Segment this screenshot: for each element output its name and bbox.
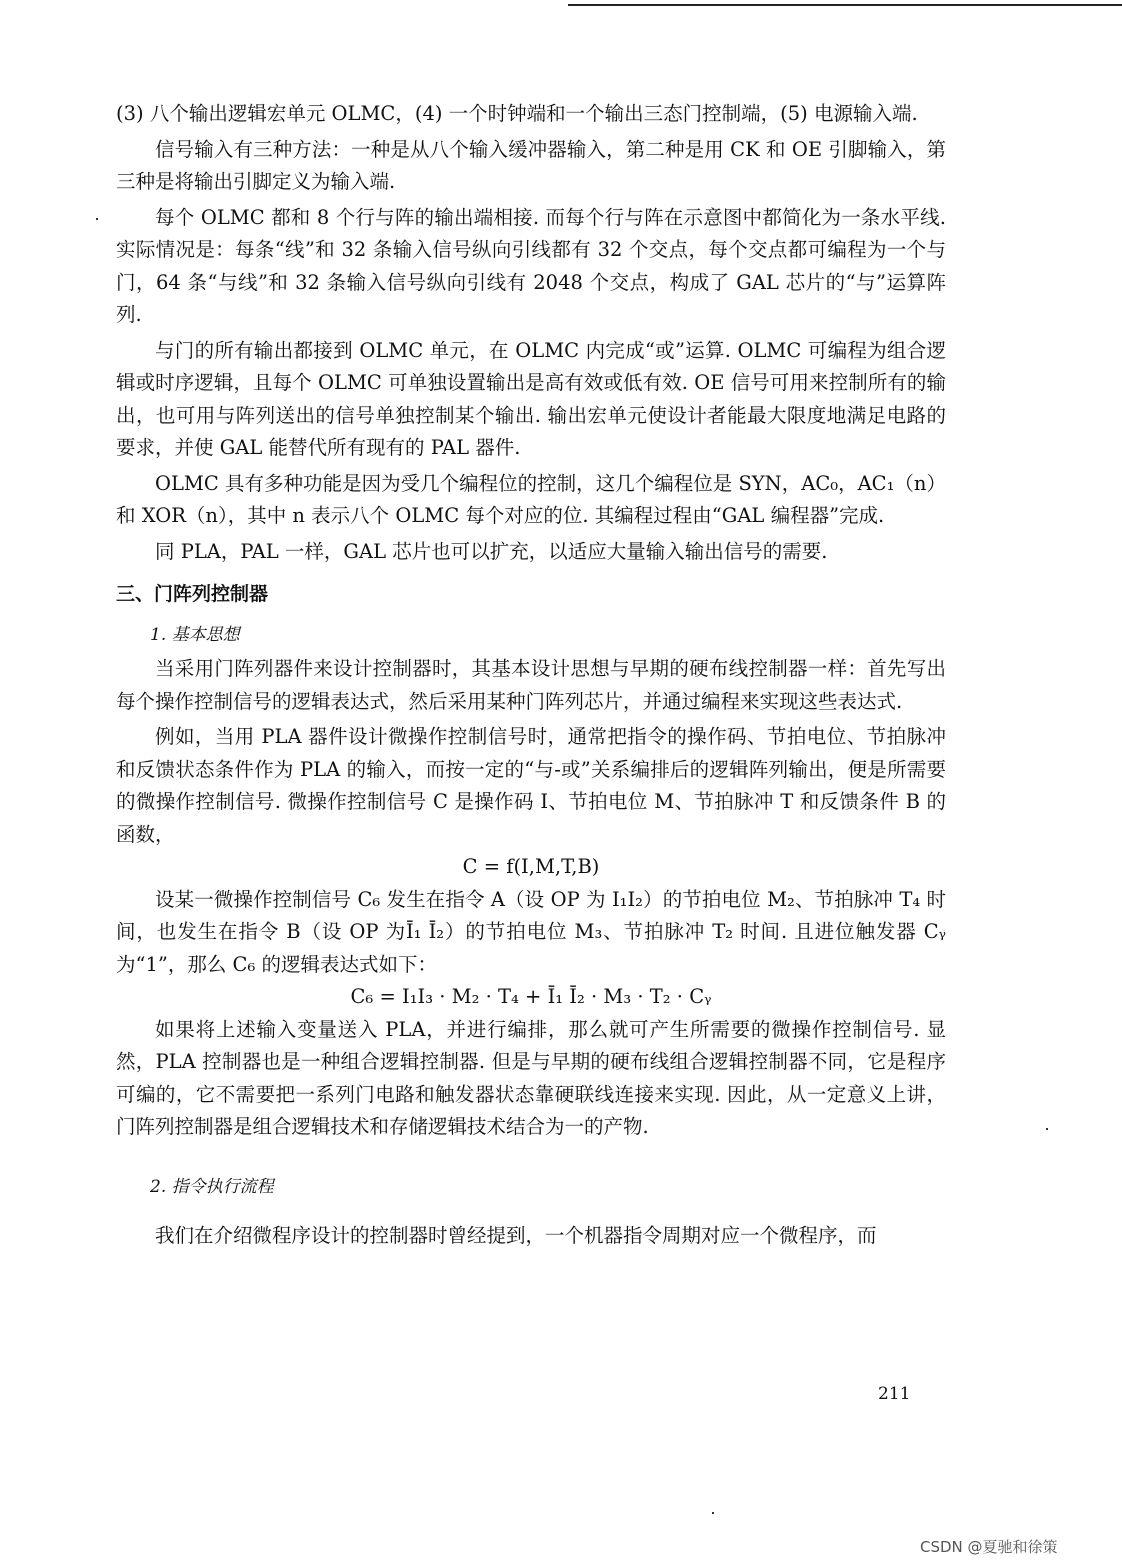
formula-c-function: C = f(I,M,T,B) — [462, 855, 600, 878]
scan-speck — [96, 218, 98, 220]
section-heading: 三、门阵列控制器 — [116, 583, 269, 605]
page-body — [116, 98, 946, 1252]
paragraph: 如果将上述输入变量送入 PLA，并进行编排，那么就可产生所需要的微操作控制信号. 显然，PLA 控制器也是一种组合逻辑控制器. 但是与早期的硬布线组合逻辑控制器不同，它是程序可编的，它不需要把一系列门电路和触发器状态靠硬联线连接来实现. 因此，从一定意义上讲，门阵列控制器是组合逻辑技术和存储逻辑技术结合为一的产物. — [116, 1017, 946, 1138]
paragraph: 与门的所有输出都接到 OLMC 单元，在 OLMC 内完成“或”运算. OLMC 可编程为组合逻辑或时序逻辑，且每个 OLMC 可单独设置输出是高有效或低有效. OE 信号可用来控制所有的输出，也可用与阵列送出的信号单独控制某个输出. 输出宏单元使设计者能最大限度地满足电路的要求，并使 GAL 能替代所有现有的 PAL 器件. — [116, 338, 946, 459]
paragraph: 例如，当用 PLA 器件设计微操作控制信号时，通常把指令的操作码、节拍电位、节拍脉冲和反馈状态条件作为 PLA 的输入，而按一定的“与-或”关系编排后的逻辑阵列输出，便是所需要的微操作控制信号. 微操作控制信号 C 是操作码 I、节拍电位 M、节拍脉冲 T 和反馈条件 B 的函数， — [116, 725, 946, 846]
paragraph: 我们在介绍微程序设计的控制器时曾经提到，一个机器指令周期对应一个微程序，而 — [155, 1223, 877, 1247]
subheading-basic-idea: 1. 基本思想 — [150, 625, 240, 645]
watermark: CSDN @夏驰和徐策 — [920, 1538, 1058, 1556]
paragraph: 每个 OLMC 都和 8 个行与阵的输出端相接. 而每个行与阵在示意图中都简化为一条水平线. 实际情况是：每条“线”和 32 条输入信号纵向引线都有 32 个交点，每个交点都可编程为一个与门，64 条“与线”和 32 条输入信号纵向引线有 2048 个交点，构成了 GAL 芯片的“与”运算阵列. — [116, 205, 946, 326]
paragraph: (3) 八个输出逻辑宏单元 OLMC，(4) 一个时钟端和一个输出三态门控制端，(5) 电源输入端. — [116, 102, 918, 125]
scan-speck — [712, 1512, 714, 1514]
paragraph: 同 PLA，PAL 一样，GAL 芯片也可以扩充，以适应大量输入输出信号的需要. — [155, 539, 828, 563]
paragraph: 设某一微操作控制信号 C₆ 发生在指令 A（设 OP 为 I₁I₂）的节拍电位 M₂、节拍脉冲 T₄ 时间，也发生在指令 B（设 OP 为Ī₁ Ī₂）的节拍电位 M₃、节拍脉冲 T₂ 时间. 且进位触发器 Cᵧ 为“1”，那么 C₆ 的逻辑表达式如下： — [116, 887, 946, 976]
paragraph: 当采用门阵列器件来设计控制器时，其基本设计思想与早期的硬布线控制器一样：首先写出每个操作控制信号的逻辑表达式，然后采用某种门阵列芯片，并通过编程来实现这些表达式. — [116, 657, 946, 713]
formula-c6-expression: C₆ = I₁I₃ · M₂ · T₄ + Ī₁ Ī₂ · M₃ · T₂ · Cᵧ — [350, 985, 712, 1008]
paragraph: 信号输入有三种方法：一种是从八个输入缓冲器输入，第二种是用 CK 和 OE 引脚输入，第三种是将输出引脚定义为输入端. — [116, 137, 946, 193]
scan-speck — [1046, 1128, 1048, 1130]
top-border-line — [568, 4, 1122, 6]
subheading-instruction-flow: 2. 指令执行流程 — [150, 1176, 274, 1197]
page-number: 211 — [878, 1384, 911, 1404]
paragraph: OLMC 具有多种功能是因为受几个编程位的控制，这几个编程位是 SYN，AC₀，AC₁（n）和 XOR（n），其中 n 表示八个 OLMC 每个对应的位. 其编程过程由“GAL 编程器”完成. — [116, 471, 946, 527]
